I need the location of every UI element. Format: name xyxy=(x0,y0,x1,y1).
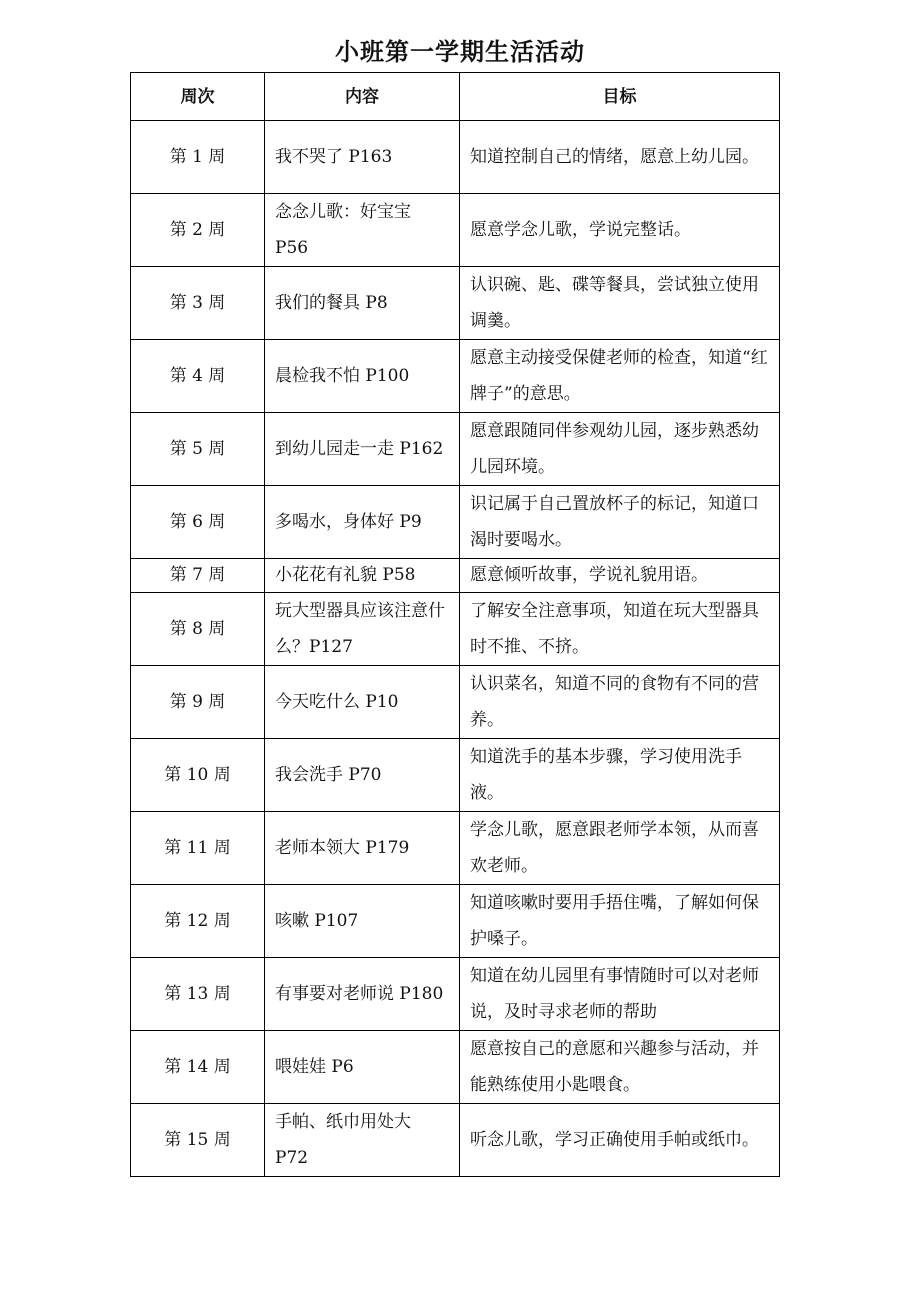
content-cell: 有事要对老师说 P180 xyxy=(265,958,460,1031)
week-cell: 第 11 周 xyxy=(131,812,265,885)
table-row xyxy=(131,593,780,666)
activity-table xyxy=(130,72,780,1177)
week-cell: 第 7 周 xyxy=(131,559,265,593)
header-goal: 目标 xyxy=(460,73,780,121)
goal-cell: 愿意主动接受保健老师的检查，知道“红牌子”的意思。 xyxy=(460,340,780,413)
content-cell: 多喝水，身体好 P9 xyxy=(265,486,460,559)
goal-cell: 愿意跟随同伴参观幼儿园，逐步熟悉幼儿园环境。 xyxy=(460,413,780,486)
week-cell: 第 14 周 xyxy=(131,1031,265,1104)
table-header-row xyxy=(131,73,780,121)
content-cell: 喂娃娃 P6 xyxy=(265,1031,460,1104)
week-cell: 第 9 周 xyxy=(131,666,265,739)
content-cell: 我们的餐具 P8 xyxy=(265,267,460,340)
header-content: 内容 xyxy=(265,73,460,121)
week-cell: 第 12 周 xyxy=(131,885,265,958)
week-cell: 第 8 周 xyxy=(131,593,265,666)
table-row xyxy=(131,1031,780,1104)
goal-cell: 听念儿歌，学习正确使用手帕或纸巾。 xyxy=(460,1104,780,1177)
goal-cell: 愿意倾听故事，学说礼貌用语。 xyxy=(460,559,780,593)
page-title: 小班第一学期生活活动 xyxy=(335,38,585,66)
table-row xyxy=(131,958,780,1031)
week-cell: 第 5 周 xyxy=(131,413,265,486)
table-row xyxy=(131,559,780,593)
week-cell: 第 10 周 xyxy=(131,739,265,812)
week-cell: 第 1 周 xyxy=(131,121,265,194)
goal-cell: 识记属于自己置放杯子的标记，知道口渴时要喝水。 xyxy=(460,486,780,559)
content-cell: 到幼儿园走一走 P162 xyxy=(265,413,460,486)
week-cell: 第 4 周 xyxy=(131,340,265,413)
goal-cell: 知道控制自己的情绪，愿意上幼儿园。 xyxy=(460,121,780,194)
table-row xyxy=(131,812,780,885)
table-row xyxy=(131,666,780,739)
goal-cell: 认识菜名，知道不同的食物有不同的营养。 xyxy=(460,666,780,739)
content-cell: 老师本领大 P179 xyxy=(265,812,460,885)
content-cell: 晨检我不怕 P100 xyxy=(265,340,460,413)
content-cell: 小花花有礼貌 P58 xyxy=(265,559,460,593)
goal-cell: 愿意学念儿歌，学说完整话。 xyxy=(460,194,780,267)
content-cell: 今天吃什么 P10 xyxy=(265,666,460,739)
table-row xyxy=(131,486,780,559)
content-cell: 念念儿歌：好宝宝 P56 xyxy=(265,194,460,267)
table-row xyxy=(131,121,780,194)
table-row xyxy=(131,739,780,812)
table-row xyxy=(131,413,780,486)
content-cell: 手帕、纸巾用处大 P72 xyxy=(265,1104,460,1177)
week-cell: 第 6 周 xyxy=(131,486,265,559)
table-row xyxy=(131,1104,780,1177)
goal-cell: 学念儿歌，愿意跟老师学本领，从而喜欢老师。 xyxy=(460,812,780,885)
goal-cell: 知道洗手的基本步骤，学习使用洗手液。 xyxy=(460,739,780,812)
table-row xyxy=(131,885,780,958)
goal-cell: 了解安全注意事项，知道在玩大型器具时不推、不挤。 xyxy=(460,593,780,666)
content-cell: 我会洗手 P70 xyxy=(265,739,460,812)
table-row xyxy=(131,267,780,340)
week-cell: 第 3 周 xyxy=(131,267,265,340)
content-cell: 我不哭了 P163 xyxy=(265,121,460,194)
goal-cell: 知道咳嗽时要用手捂住嘴，了解如何保护嗓子。 xyxy=(460,885,780,958)
goal-cell: 知道在幼儿园里有事情随时可以对老师说，及时寻求老师的帮助 xyxy=(460,958,780,1031)
week-cell: 第 13 周 xyxy=(131,958,265,1031)
table-row xyxy=(131,194,780,267)
table-row xyxy=(131,340,780,413)
week-cell: 第 2 周 xyxy=(131,194,265,267)
goal-cell: 愿意按自己的意愿和兴趣参与活动，并能熟练使用小匙喂食。 xyxy=(460,1031,780,1104)
goal-cell: 认识碗、匙、碟等餐具，尝试独立使用调羹。 xyxy=(460,267,780,340)
content-cell: 咳嗽 P107 xyxy=(265,885,460,958)
content-cell: 玩大型器具应该注意什么？P127 xyxy=(265,593,460,666)
header-week: 周次 xyxy=(131,73,265,121)
week-cell: 第 15 周 xyxy=(131,1104,265,1177)
